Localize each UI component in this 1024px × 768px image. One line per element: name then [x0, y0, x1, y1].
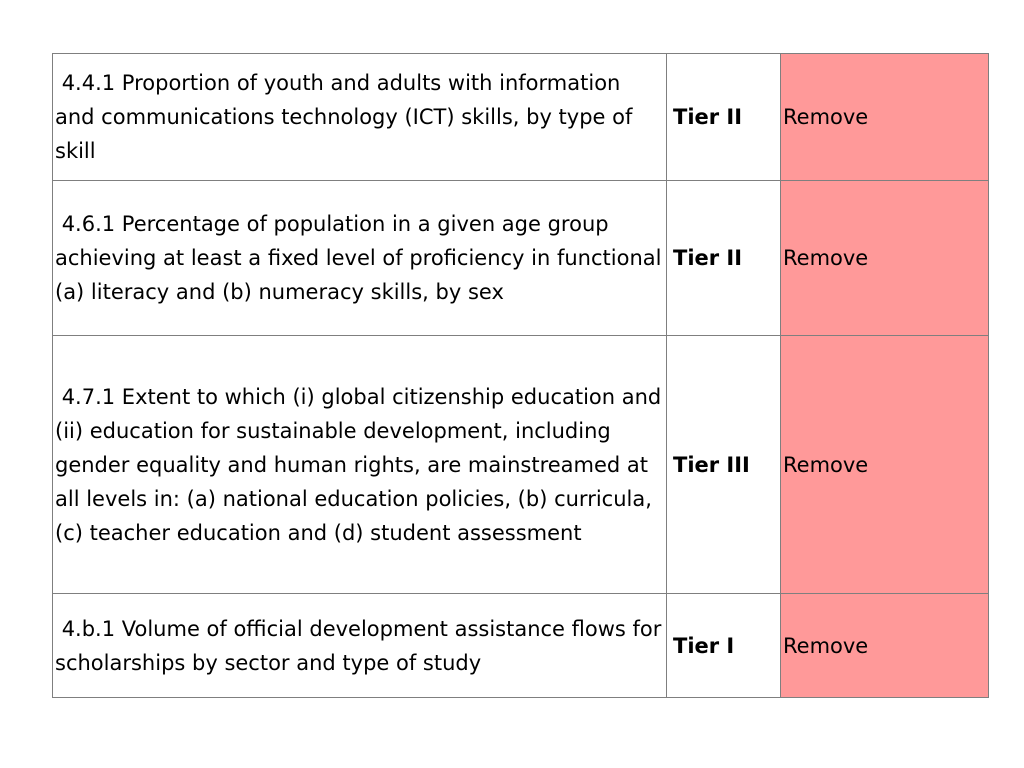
indicator-cell	[53, 336, 667, 594]
indicator-cell	[53, 54, 667, 181]
indicator-cell	[53, 181, 667, 336]
tier-cell: Tier II	[667, 181, 781, 336]
indicator-text: 4.6.1 Percentage of population in a given age group achieving at least a fixed level of proficiency in functional (a) literacy and (b) numeracy skills, by sex	[55, 212, 662, 304]
action-cell: Remove	[781, 181, 989, 336]
tier-cell: Tier I	[667, 594, 781, 698]
tier-cell: Tier II	[667, 54, 781, 181]
indicator-text: 4.4.1 Proportion of youth and adults with information and communications technology (ICT) skills, by type of skill	[55, 71, 633, 163]
tier-cell: Tier III	[667, 336, 781, 594]
action-cell: Remove	[781, 594, 989, 698]
table-row	[53, 336, 989, 594]
action-cell: Remove	[781, 54, 989, 181]
table-row	[53, 181, 989, 336]
indicator-cell	[53, 594, 667, 698]
indicator-text: 4.b.1 Volume of official development assistance flows for scholarships by sector and type of study	[55, 616, 662, 675]
indicator-table	[52, 53, 989, 698]
table-row	[53, 54, 989, 181]
indicator-text: 4.7.1 Extent to which (i) global citizenship education and (ii) education for sustainable development, including gender equality and human rights, are mainstreamed at all levels in: (a) national education policies, (b) curricula, (c) teacher education and (d) student assessment	[55, 384, 662, 545]
table-row	[53, 594, 989, 698]
action-cell: Remove	[781, 336, 989, 594]
